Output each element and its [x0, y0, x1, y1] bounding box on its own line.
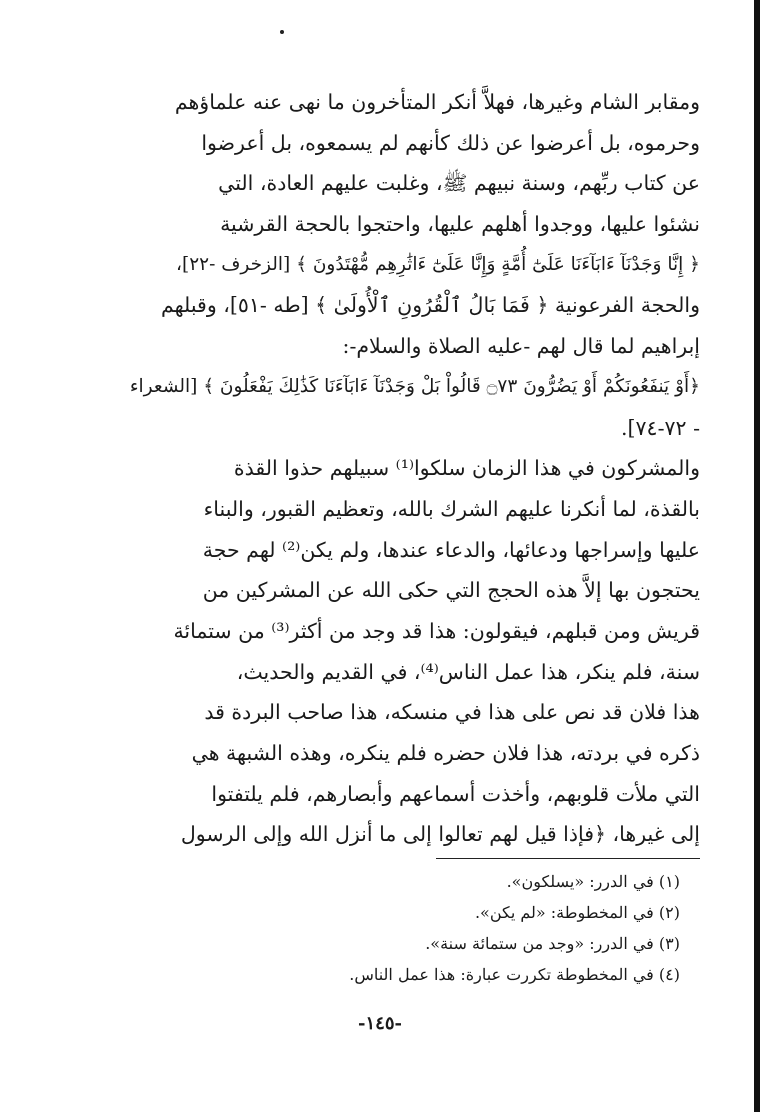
- text-line: قريش ومن قبلهم، فيقولون: هذا قد وجد من أكثر⁽³⁾ من ستمائة: [173, 618, 700, 643]
- text-line: والمشركون في هذا الزمان سلكوا⁽¹⁾ سبيلهم حذوا القذة: [233, 456, 700, 481]
- text-line: سنة، فلم ينكر، هذا عمل الناس⁽⁴⁾، في القديم والحديث،: [236, 659, 700, 684]
- page-dot: [280, 30, 284, 34]
- text-line: يحتجون بها إلاَّ هذه الحجج التي حكى الله عن المشركين من: [202, 578, 700, 603]
- text-line: - ٧٢-٧٤].: [621, 415, 700, 440]
- quran-verse-line: ﴿أَوْ يَنفَعُونَكُمْ أَوْ يَضُرُّونَ ۝٧٣ قَالُواْ بَلْ وَجَدْنَآ ءَابَآءَنَا كَذَٰلِكَ يَفْعَلُونَ ﴾ [الشعراء: [129, 375, 700, 397]
- footnote: (١) في الدرر: «يسلكون».: [506, 872, 680, 891]
- text-line: والحجة الفرعونية ﴿ فَمَا بَالُ ٱلْقُرُونِ ٱلْأُولَىٰ ﴾ [طه -٥١]، وقبلهم: [160, 293, 700, 318]
- footnote-divider: [436, 858, 700, 859]
- text-line: عن كتاب ربِّهم، وسنة نبيهم ﷺ، وغلبت عليهم العادة، التي: [218, 171, 700, 196]
- footnotes: [260, 866, 680, 990]
- text-line: هذا فلان قد نص على هذا في منسكه، هذا صاحب البردة قد: [204, 700, 700, 725]
- text-line: ومقابر الشام وغيرها، فهلاَّ أنكر المتأخرون ما نهى عنه علماؤهم: [174, 90, 700, 114]
- text-line: وحرموه، بل أعرضوا عن ذلك كأنهم لم يسمعوه، بل أعرضوا: [201, 130, 700, 155]
- text-line: عليها وإسراجها ودعائها، والدعاء عندها، ولم يكن⁽²⁾ لهم حجة: [202, 537, 700, 562]
- quran-verse-line: ﴿ إِنَّا وَجَدْنَآ ءَابَآءَنَا عَلَىٰٓ أُمَّةٍ وَإِنَّا عَلَىٰٓ ءَاثَٰرِهِم مُّهْتَدُونَ ﴾ [الزخرف -٢٢]،: [175, 253, 700, 275]
- text-line: إلى غيرها، ﴿فإذا قيل لهم تعالوا إلى ما أنزل الله وإلى الرسول: [180, 822, 700, 847]
- text-line: التي ملأت قلوبهم، وأخذت أسماعهم وأبصارهم، فلم يلتفتوا: [211, 781, 700, 806]
- footnote: (٢) في المخطوطة: «لم يكن».: [474, 903, 680, 922]
- main-text: [96, 82, 700, 855]
- scan-edge-shadow: [754, 0, 760, 1112]
- text-line: ذكره في بردته، هذا فلان حضره فلم ينكره، وهذه الشبهة هي: [191, 741, 700, 765]
- footnote: (٣) في الدرر: «وجد من ستمائة سنة».: [425, 934, 680, 953]
- page-number: -١٤٥-: [358, 1013, 402, 1034]
- footnote: (٤) في المخطوطة تكررت عبارة: هذا عمل الناس.: [349, 965, 680, 984]
- text-line: بالقذة، لما أنكرنا عليهم الشرك بالله، وتعظيم القبور، والبناء: [203, 496, 700, 521]
- text-line: إبراهيم لما قال لهم -عليه الصلاة والسلام-:: [342, 334, 700, 359]
- text-line: نشئوا عليها، ووجدوا أهلهم عليها، واحتجوا بالحجة القرشية: [220, 212, 700, 237]
